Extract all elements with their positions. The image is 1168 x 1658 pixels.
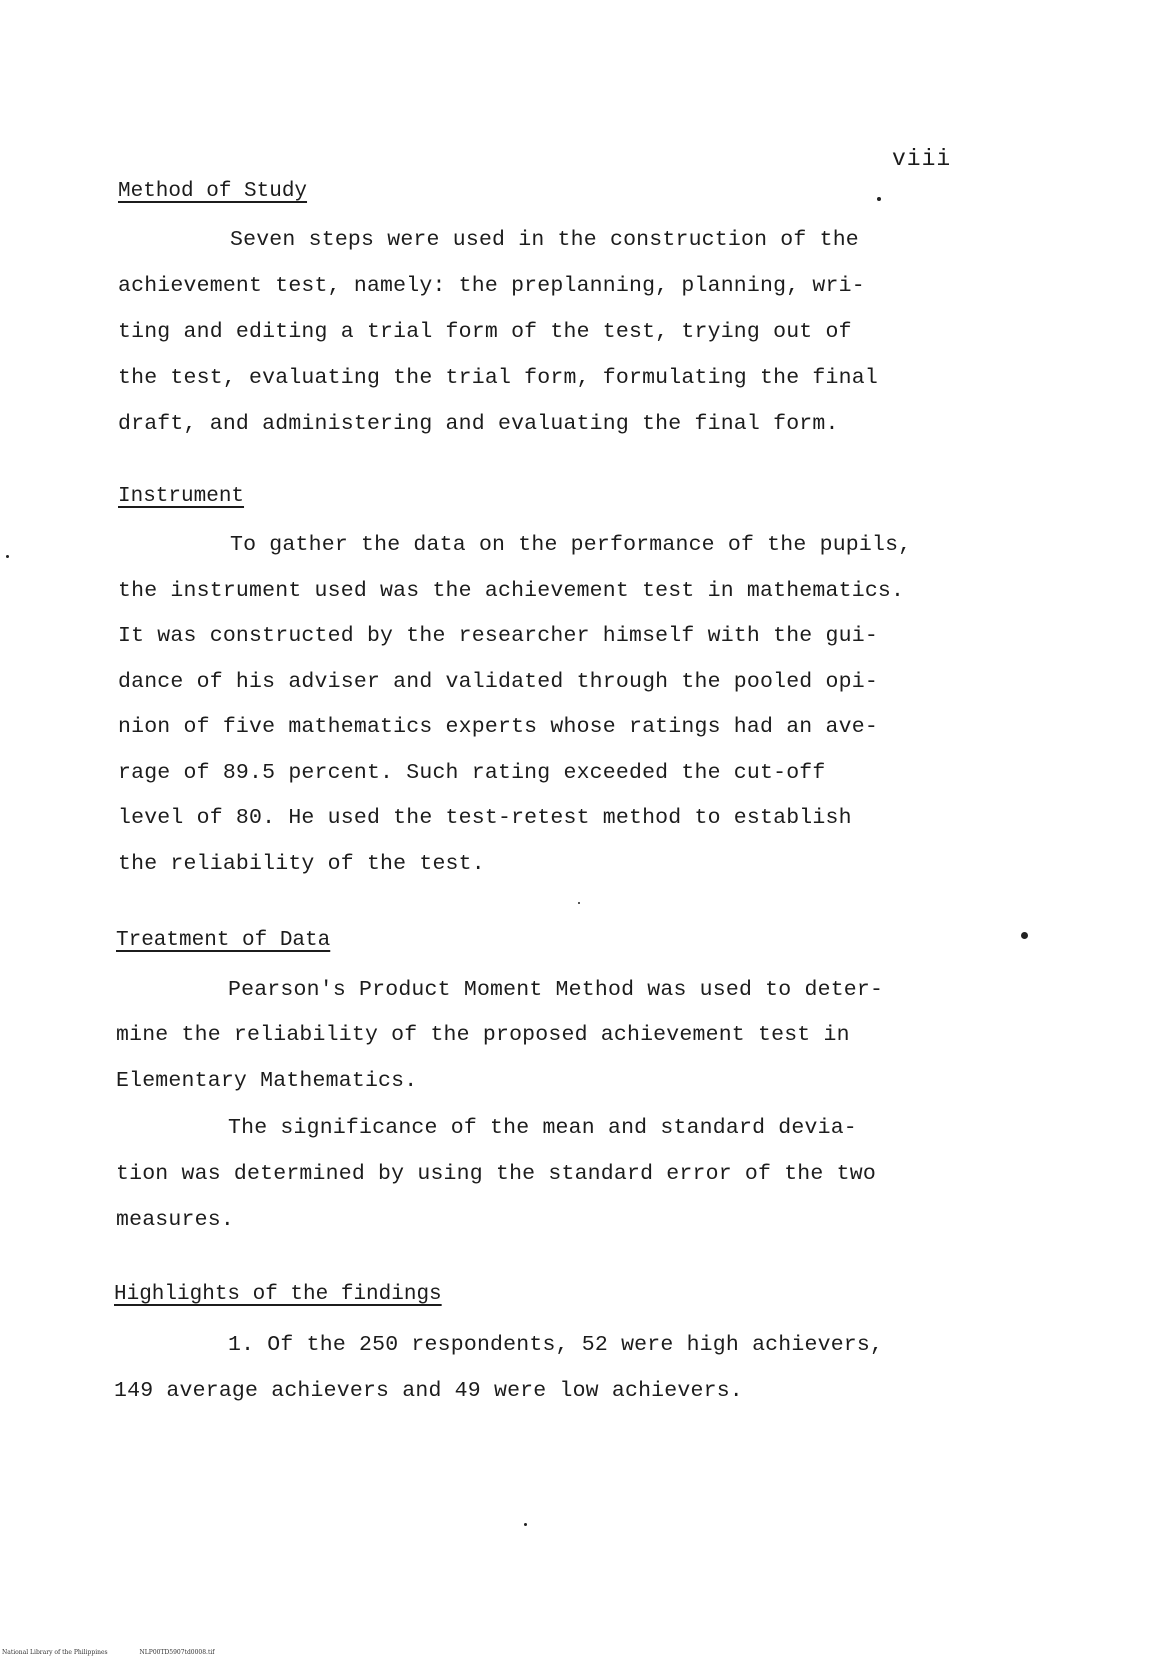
paragraph-line: tion was determined by using the standard error of the two [116,1162,876,1186]
page-number: viii [892,146,952,172]
paragraph-line: level of 80. He used the test-retest method to establish [118,806,852,830]
paragraph-line: nion of five mathematics experts whose ratings had an ave- [118,715,878,739]
paragraph-line: Elementary Mathematics. [116,1069,418,1093]
section-heading-instrument: Instrument [118,485,245,508]
paragraph-line: 1. Of the 250 respondents, 52 were high achievers, [228,1333,884,1357]
paragraph-line: Pearson's Product Moment Method was used to deter- [228,978,884,1002]
scan-speck [6,555,9,558]
section-heading-method: Method of Study [118,180,308,203]
paragraph-line: the test, evaluating the trial form, formulating the final [118,366,878,390]
scan-speck [524,1523,527,1526]
paragraph-line: measures. [116,1208,234,1232]
scan-footer [2,1649,215,1656]
scan-speck [877,197,881,201]
scan-speck [578,902,580,904]
paragraph-line: Seven steps were used in the construction of the [230,228,859,252]
section-heading-highlights: Highlights of the findings [114,1283,442,1306]
paragraph-line: the reliability of the test. [118,852,485,876]
paragraph-line: It was constructed by the researcher himself with the gui- [118,624,878,648]
paragraph-line: the instrument used was the achievement test in mathematics. [118,579,905,603]
paragraph-line: dance of his adviser and validated through the pooled opi- [118,670,878,694]
footer-file: NLP00TD5907td0008.tif [139,1649,215,1656]
section-heading-treatment: Treatment of Data [116,929,331,952]
scan-speck [1021,932,1028,939]
footer-library: National Library of the Philippines [2,1649,108,1656]
paragraph-line: mine the reliability of the proposed achievement test in [116,1023,850,1047]
paragraph-line: achievement test, namely: the preplanning, planning, wri- [118,274,865,298]
paragraph-line: To gather the data on the performance of the pupils, [230,533,912,557]
paragraph-line: rage of 89.5 percent. Such rating exceeded the cut-off [118,761,826,785]
paragraph-line: 149 average achievers and 49 were low achievers. [114,1379,743,1403]
paragraph-line: ting and editing a trial form of the test, trying out of [118,320,852,344]
paragraph-line: The significance of the mean and standard devia- [228,1116,857,1140]
paragraph-line: draft, and administering and evaluating the final form. [118,412,839,436]
